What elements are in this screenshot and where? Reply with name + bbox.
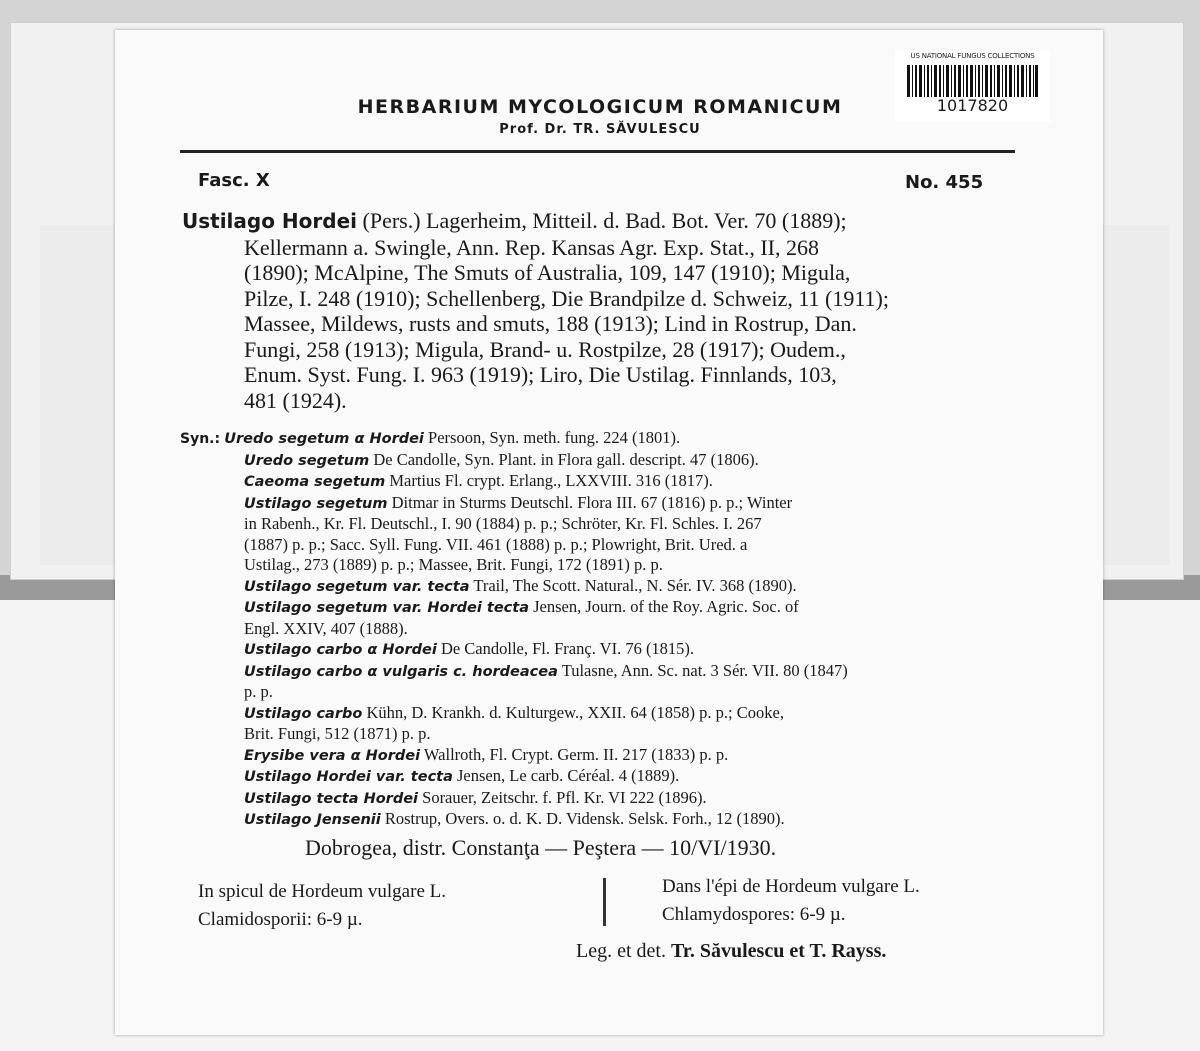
synonym-name: Ustilago segetum [244, 495, 388, 512]
host-line: Dans l'épi de Hordeum vulgare L. [662, 876, 920, 897]
reference-text: (Pers.) Lagerheim, Mitteil. d. Bad. Bot. Ver. 70 (1889); [362, 208, 847, 233]
collector-names: Tr. Săvulescu et T. Rayss. [670, 940, 887, 962]
synonym-line [180, 428, 1025, 450]
collector-prefix: Leg. et det. [576, 940, 666, 962]
host-line: In spicul de Hordeum vulgare L. [198, 881, 446, 902]
collector-line [576, 940, 886, 963]
synonym-name: Ustilago segetum var. Hordei tecta [244, 600, 529, 616]
reference-line: Fungi, 258 (1913); Migula, Brand- u. Rostpilze, 28 (1917); Oudem., [244, 336, 846, 362]
synonym-citation: Brit. Fungi, 512 (1871) p. p. [244, 724, 431, 743]
specimen-number: No. 455 [905, 172, 984, 193]
synonym-citation: Jensen, Journ. of the Roy. Agric. Soc. of [528, 597, 799, 616]
collection-locality: Dobrogea, distr. Constanţa — Peştera — 10/VI/1930. [305, 835, 777, 860]
synonym-line [180, 576, 1025, 598]
synonym-name: Ustilago carbo α vulgaris c. hordeacea [244, 663, 558, 680]
synonym-line [180, 661, 1025, 683]
host-info-french [662, 873, 920, 929]
synonym-citation: Trail, The Scott. Natural., N. Sér. IV. 368 (1890). [469, 575, 797, 595]
column-divider [603, 878, 606, 926]
synonym-citation: in Rabenh., Kr. Fl. Deutschl., I. 90 (1884) p. p.; Schröter, Kr. Fl. Schles. I. 267 [244, 514, 762, 533]
reference-line: Kellermann a. Swingle, Ann. Rep. Kansas Agr. Exp. Stat., II, 268 [244, 234, 819, 260]
synonym-name: Uredo segetum α Hordei [224, 431, 424, 447]
reference-line: Enum. Syst. Fung. I. 963 (1919); Liro, Die Ustilag. Finnlands, 103, [244, 362, 837, 387]
species-name: Ustilago Hordei [182, 209, 358, 233]
synonym-line [180, 745, 1025, 767]
synonym-line [180, 788, 1025, 810]
fascicle-label: Fasc. X [198, 170, 270, 191]
synonym-citation: Ditmar in Sturms Deutschl. Flora III. 67 (1816) p. p.; Winter [387, 492, 793, 512]
synonym-line [180, 555, 1025, 576]
barcode-caption: US NATIONAL FUNGUS COLLECTIONS [910, 52, 1035, 60]
synonym-line [180, 619, 1025, 640]
synonym-name: Ustilago tecta Hordei [244, 790, 419, 807]
herbarium-subtitle: Prof. Dr. TR. SĂVULESCU [499, 122, 701, 137]
synonym-name: Ustilago Jensenii [244, 812, 381, 828]
synonym-name: Ustilago carbo [244, 705, 363, 722]
synonym-name: Erysibe vera α Hordei [244, 747, 421, 764]
synonym-citation: Sorauer, Zeitschr. f. Pfl. Kr. VI 222 (1896). [418, 787, 707, 807]
synonym-citation: Jensen, Le carb. Céréal. 4 (1889). [452, 766, 680, 785]
reference-line: 481 (1924). [244, 387, 347, 413]
synonym-citation: De Candolle, Syn. Plant. in Flora gall. descript. 47 (1806). [369, 449, 759, 469]
synonym-citation: (1887) p. p.; Sacc. Syll. Fung. VII. 461 (1888) p. p.; Plowright, Brit. Ured. a [244, 534, 748, 554]
synonym-name: Ustilago Hordei var. tecta [244, 769, 453, 785]
synonym-line [180, 766, 1025, 788]
synonym-list [180, 428, 1025, 831]
reference-line: Massee, Mildews, rusts and smuts, 188 (1913); Lind in Rostrup, Dan. [244, 311, 857, 336]
synonym-citation: Martius Fl. crypt. Erlang., LXXVIII. 316 (1817). [385, 471, 713, 490]
host-info-romanian [198, 878, 446, 934]
synonym-citation: De Candolle, Fl. Franç. VI. 76 (1815). [436, 639, 695, 658]
synonym-line [180, 682, 1025, 703]
barcode-icon [907, 65, 1038, 97]
barcode-label [895, 50, 1050, 122]
herbarium-title: HERBARIUM MYCOLOGICUM ROMANICUM [357, 96, 843, 118]
synonym-citation: Ustilag., 273 (1889) p. p.; Massee, Brit. Fungi, 172 (1891) p. p. [244, 555, 663, 574]
synonym-citation: Wallroth, Fl. Crypt. Germ. II. 217 (1833) p. p. [420, 744, 729, 764]
spore-size-line: Clamidosporii: 6-9 µ. [198, 909, 363, 930]
reference-line: (1890); McAlpine, The Smuts of Australia, 109, 147 (1910); Migula, [244, 260, 851, 285]
synonym-citation: Rostrup, Overs. o. d. K. D. Vidensk. Selsk. Forh., 12 (1890). [380, 809, 785, 828]
synonym-label: Syn.: [180, 431, 221, 447]
spore-size-line: Chlamydospores: 6-9 µ. [662, 904, 846, 925]
synonym-line [180, 724, 1025, 745]
synonym-citation: Kühn, D. Krankh. d. Kulturgew., XXII. 64 (1858) p. p.; Cooke, [362, 702, 784, 722]
synonym-citation: Tulasne, Ann. Sc. nat. 3 Sér. VII. 80 (1847) [557, 660, 848, 680]
synonym-citation: p. p. [244, 682, 273, 701]
synonym-line [180, 471, 1025, 493]
synonym-line [180, 493, 1025, 515]
synonym-line [180, 535, 1025, 556]
synonym-line [180, 703, 1025, 725]
synonym-line [180, 597, 1025, 619]
synonym-name: Uredo segetum [244, 452, 370, 469]
synonym-name: Ustilago segetum var. tecta [244, 578, 470, 595]
barcode-number: 1017820 [936, 96, 1009, 115]
synonym-line [180, 809, 1025, 831]
synonym-citation: Persoon, Syn. meth. fung. 224 (1801). [423, 428, 681, 447]
synonym-line [180, 639, 1025, 661]
synonym-name: Ustilago carbo α Hordei [244, 642, 437, 658]
synonym-line [180, 450, 1025, 472]
header-rule [180, 150, 1015, 153]
reference-line [182, 208, 1022, 235]
synonym-name: Caeoma segetum [244, 474, 386, 490]
synonym-citation: Engl. XXIV, 407 (1888). [244, 618, 408, 638]
species-references [182, 208, 1022, 413]
synonym-line [180, 514, 1025, 535]
reference-line: Pilze, I. 248 (1910); Schellenberg, Die Brandpilze d. Schweiz, 11 (1911); [244, 285, 889, 311]
